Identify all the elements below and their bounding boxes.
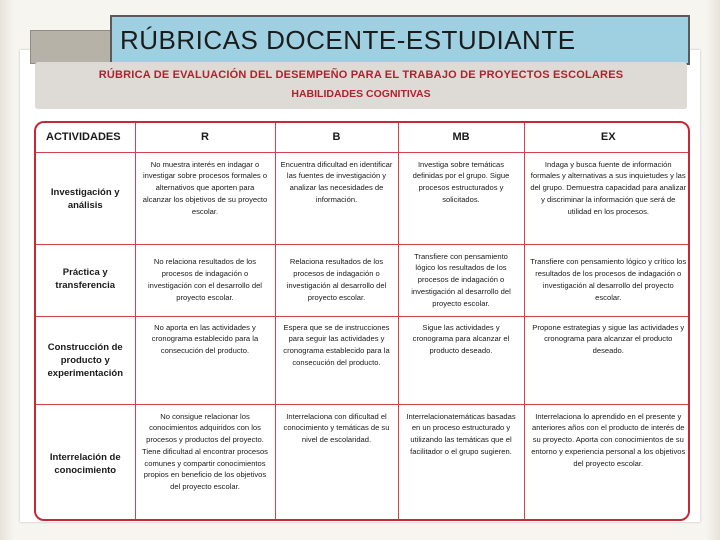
activity-label: Investigación y análisis <box>36 152 135 244</box>
table-cell: Encuentra dificultad en identificar las fuentes de investigación y analizar las necesidades de información. <box>275 152 398 244</box>
table-row <box>36 404 690 521</box>
table-row <box>36 244 690 316</box>
table-cell: Propone estrategias y sigue las actividades y cronograma para alcanzar el producto deseado. <box>524 316 690 404</box>
table-cell: No aporta en las actividades y cronograma establecido para la consecución del producto. <box>135 316 275 404</box>
table-cell: No relaciona resultados de los procesos de indagación o investigación con el desarrollo del proyecto escolar. <box>135 244 275 316</box>
table-cell: Sigue las actividades y cronograma para alcanzar el producto deseado. <box>398 316 524 404</box>
document-header-banner <box>35 62 687 109</box>
table-cell: Interrelaciona con dificultad el conocimiento y temáticas de su nivel de escolaridad. <box>275 404 398 521</box>
table-header-row <box>36 123 690 152</box>
column-header-ex: EX <box>524 123 690 152</box>
table-cell: Indaga y busca fuente de información formales y alternativas a sus inquietudes y las del grupo. Demuestra capacidad para analizar y discriminar la información que será de utilidad en los procesos. <box>524 152 690 244</box>
table-cell: Interrelaciona lo aprendido en el presente y anteriores años con el producto de interés de su proyecto. Aporta con conocimientos de su entorno y experiencia personal a los objetivos del proyecto escolar. <box>524 404 690 521</box>
table-cell: Relaciona resultados de los procesos de indagación o investigación al desarrollo del proyecto escolar. <box>275 244 398 316</box>
table-cell: No muestra interés en indagar o investigar sobre procesos formales o alternativos que aporten para alcanzar los objetivos de su proyecto escolar. <box>135 152 275 244</box>
column-header-b: B <box>275 123 398 152</box>
document-heading: RÚBRICA DE EVALUACIÓN DEL DESEMPEÑO PARA EL TRABAJO DE PROYECTOS ESCOLARES <box>98 69 624 81</box>
table-cell: Transfiere con pensamiento lógico los resultados de los procesos de indagación o investigación al desarrollo del proyecto escolar. <box>398 244 524 316</box>
slide-title-box <box>110 15 690 65</box>
rubric-table <box>36 123 690 521</box>
document-subheading: HABILIDADES COGNITIVAS <box>291 88 431 100</box>
activity-label: Construcción de producto y experimentación <box>36 316 135 404</box>
column-header-mb: MB <box>398 123 524 152</box>
table-cell: Transfiere con pensamiento lógico y crítico los resultados de los procesos de indagación o investigación al desarrollo del proyecto escolar. <box>524 244 690 316</box>
table-cell: Espera que se de instrucciones para seguir las actividades y cronograma establecido para la consecución del producto. <box>275 316 398 404</box>
slide-title: RÚBRICAS DOCENTE-ESTUDIANTE <box>120 24 576 55</box>
activity-label: Interrelación de conocimiento <box>36 404 135 521</box>
table-cell: Investiga sobre temáticas definidas por el grupo. Sigue procesos estructurados y solicitados. <box>398 152 524 244</box>
table-cell: No consigue relacionar los conocimientos adquiridos con los procesos y productos del proyecto. Tiene dificultad al encontrar procesos comunes y compartir conocimientos propios en beneficio de los objetivos del proyecto escolar. <box>135 404 275 521</box>
table-row <box>36 316 690 404</box>
column-header-r: R <box>135 123 275 152</box>
table-cell: Interrelacionatemáticas basadas en un proceso estructurado y utilizando las temáticas que el facilitador o el grupo sugieren. <box>398 404 524 521</box>
rubric-table-container <box>34 121 690 521</box>
activity-label: Práctica y transferencia <box>36 244 135 316</box>
column-header-activities: ACTIVIDADES <box>36 123 135 152</box>
table-row <box>36 152 690 244</box>
